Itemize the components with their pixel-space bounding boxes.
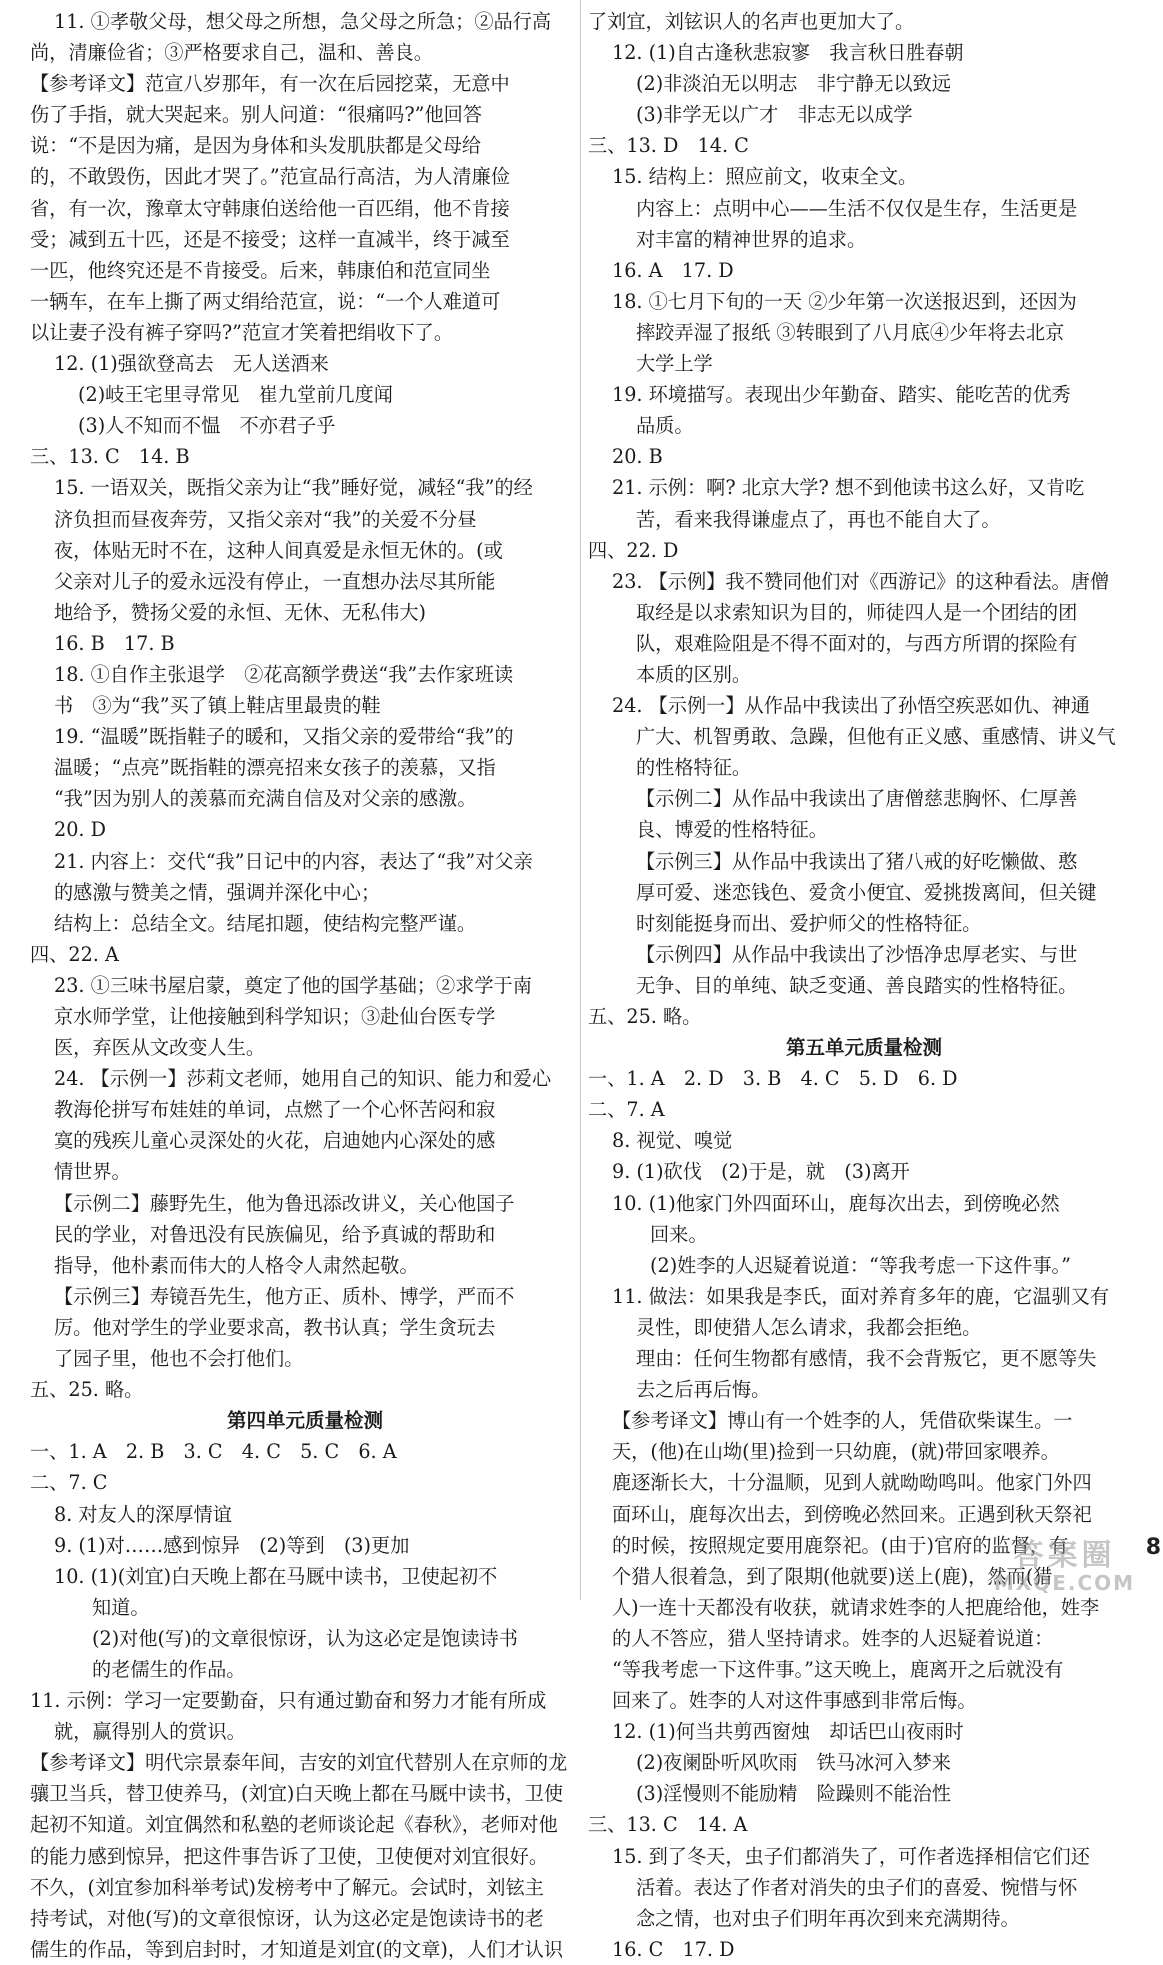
text-line: 寞的残疾儿童心灵深处的火花，启迪她内心深处的感	[54, 1129, 496, 1153]
text-line: (3)人不知而不愠 不亦君子乎	[78, 414, 336, 438]
text-line: 省，有一次，豫章太守韩康伯送给他一百匹绢，他不肯接	[30, 196, 510, 220]
text-line: 一、1. A 2. D 3. B 4. C 5. D 6. D	[588, 1067, 958, 1091]
text-line: 大学上学	[636, 352, 713, 376]
text-line: 8. 视觉、嗅觉	[612, 1129, 733, 1153]
text-line: 回来。	[650, 1222, 708, 1246]
text-line: 【示例二】藤野先生，他为鲁迅添改讲义，关心他国子	[54, 1191, 515, 1215]
text-line: 24. 【示例一】从作品中我读出了孙悟空疾恶如仇、神通	[612, 694, 1090, 718]
text-line: 【示例三】寿镜吾先生，他方正、质朴、博学，严而不	[54, 1284, 515, 1308]
text-line: 23. 【示例】我不赞同他们对《西游记》的这种看法。唐僧	[612, 569, 1110, 593]
text-line: 10. (1)(刘宜)白天晚上都在马厩中读书，卫使起初不	[54, 1564, 498, 1588]
text-line: 队，艰难险阻是不得不面对的，与西方所谓的探险有	[636, 631, 1078, 655]
text-line: 一辆车，在车上撕了两丈绢给范宣，说：“一个人难道可	[30, 289, 501, 313]
text-line: 【参考译文】博山有一个姓李的人，凭借砍柴谋生。一	[612, 1409, 1073, 1433]
text-line: 19. 环境描写。表现出少年勤奋、踏实、能吃苦的优秀	[612, 383, 1071, 407]
text-line: 天，(他)在山坳(里)捡到一只幼鹿，(就)带回家喂养。	[612, 1440, 1060, 1464]
text-line: 以让妻子没有裤子穿吗?”范宣才笑着把绢收下了。	[30, 320, 454, 344]
text-line: 内容上：点明中心——生活不仅仅是生存，生活更是	[636, 196, 1078, 220]
text-line: 20. D	[54, 818, 106, 842]
text-line: 16. A 17. D	[612, 258, 734, 282]
text-line: 时刻能挺身而出、爱护师父的性格特征。	[636, 911, 982, 935]
text-line: (2)夜阑卧听风吹雨 铁马冰河入梦来	[636, 1751, 951, 1775]
text-line: 16. C 17. D	[612, 1937, 735, 1961]
text-line: 【示例三】从作品中我读出了猪八戒的好吃懒做、憨	[636, 849, 1078, 873]
text-line: 【示例二】从作品中我读出了唐僧慈悲胸怀、仁厚善	[636, 787, 1078, 811]
text-line: “等我考虑一下这件事。”这天晚上，鹿离开之后就没有	[612, 1657, 1064, 1681]
text-line: 个猎人很着急，到了限期(他就要)送上(鹿)，然而(猎	[612, 1564, 1053, 1588]
text-line: 的，不敢毁伤，因此才哭了。”范宣品行高洁，为人清廉俭	[30, 165, 510, 189]
text-line: 11. 做法：如果我是李氏，面对养育多年的鹿，它温驯又有	[612, 1284, 1110, 1308]
text-line: 京水师学堂，让他接触到科学知识；③赴仙台医专学	[54, 1005, 496, 1028]
text-line: 了园子里，他也不会打他们。	[54, 1347, 304, 1371]
page-number: 8	[1145, 1535, 1161, 1560]
text-line: 厉。他对学生的学业要求高，教书认真；学生贪玩去	[54, 1315, 496, 1339]
text-line: 9. (1)对……感到惊异 (2)等到 (3)更加	[54, 1533, 410, 1557]
text-line: 情世界。	[54, 1160, 131, 1184]
text-line: 品质。	[636, 414, 694, 438]
text-line: 理由：任何生物都有感情，我不会背叛它，更不愿等失	[636, 1347, 1097, 1371]
text-line: 11. 示例：学习一定要勤奋，只有通过勤奋和努力才能有所成	[30, 1689, 547, 1713]
text-line: 21. 示例：啊? 北京大学? 想不到他读书这么好，又肯吃	[612, 476, 1085, 500]
text-line: 广大、机智勇敢、急躁，但他有正义感、重感情、讲义气	[636, 725, 1116, 749]
text-line: 16. B 17. B	[54, 631, 175, 655]
text-line: 9. (1)砍伐 (2)于是，就 (3)离开	[612, 1160, 910, 1184]
text-line: 10. (1)他家门外四面环山，鹿每次出去，到傍晚必然	[612, 1191, 1060, 1215]
right-column	[588, 6, 1140, 1965]
text-line: (2)非淡泊无以明志 非宁静无以致远	[636, 72, 951, 96]
text-line: 12. (1)强欲登高去 无人送酒来	[54, 352, 329, 376]
text-line: 18. ①七月下旬的一天 ②少年第一次送报迟到，还因为	[612, 289, 1077, 313]
text-line: 知道。	[92, 1595, 150, 1619]
text-line: 地给予，赞扬父爱的永恒、无休、无私伟大)	[54, 600, 427, 624]
text-line: 一匹，他终究还是不肯接受。后来，韩康伯和范宣同坐	[30, 258, 491, 282]
section-title: 第五单元质量检测	[785, 1036, 942, 1060]
text-line: 书 ③为“我”买了镇上鞋店里最贵的鞋	[54, 694, 381, 718]
text-line: 24. 【示例一】莎莉文老师，她用自己的知识、能力和爱心	[54, 1067, 552, 1091]
text-line: 人)一连十天都没有收获，就请求姓李的人把鹿给他，姓李	[612, 1595, 1100, 1619]
text-line: (2)岐王宅里寻常见 崔九堂前几度闻	[78, 383, 393, 407]
text-line: 受；减到五十匹，还是不接受；这样一直减半，终于减至	[30, 227, 510, 251]
text-line: 苦，看来我得谦虚点了，再也不能自大了。	[636, 507, 1001, 531]
section-title: 第四单元质量检测	[226, 1409, 383, 1433]
text-line: 厚可爱、迷恋钱色、爱贪小便宜、爱挑拨离间，但关键	[636, 880, 1097, 904]
text-line: 父亲对儿子的爱永远没有停止，一直想办法尽其所能	[54, 569, 496, 593]
text-line: 四、22. A	[30, 942, 119, 966]
text-line: 夜，体贴无时不在，这种人间真爱是永恒无休的。(或	[54, 538, 503, 562]
text-line: 五、25. 略。	[588, 1005, 702, 1028]
text-line: 19. “温暖”既指鞋子的暖和，又指父亲的爱带给“我”的	[54, 725, 514, 749]
text-line: 医，弃医从文改变人生。	[54, 1036, 266, 1060]
text-line: 四、22. D	[588, 538, 679, 562]
text-line: 12. (1)何当共剪西窗烛 却话巴山夜雨时	[612, 1720, 964, 1744]
text-line: 20. B	[612, 445, 663, 469]
text-line: 【示例四】从作品中我读出了沙悟净忠厚老实、与世	[636, 942, 1078, 966]
text-line: 不久，(刘宜参加科举考试)发榜考中了解元。会试时，刘铉主	[30, 1875, 544, 1899]
watermark-top: 答案圈	[1013, 1538, 1116, 1573]
text-line: 骧卫当兵，替卫使养马，(刘宜)白天晚上都在马厩中读书，卫使	[30, 1782, 564, 1806]
text-line: 二、7. C	[30, 1471, 108, 1495]
text-line: 鹿逐渐长大，十分温顺，见到人就呦呦鸣叫。他家门外四	[612, 1471, 1092, 1495]
text-line: 【参考译文】明代宗景泰年间，吉安的刘宜代替别人在京师的龙	[30, 1751, 568, 1775]
text-line: 对丰富的精神世界的追求。	[636, 227, 867, 251]
text-line: 结构上：总结全文。结尾扣题，使结构完整严谨。	[54, 911, 477, 935]
text-line: 活着。表达了作者对消失的虫子们的喜爱、惋惜与怀	[636, 1875, 1078, 1899]
text-line: 8. 对友人的深厚情谊	[54, 1502, 232, 1526]
text-line: 无争、目的单纯、缺乏变通、善良踏实的性格特征。	[636, 973, 1078, 997]
text-line: (3)非学无以广才 非志无以成学	[636, 103, 913, 127]
text-line: 济负担而昼夜奔劳，又指父亲对“我”的关爱不分昼	[54, 507, 477, 531]
text-line: 回来了。姓李的人对这件事感到非常后悔。	[612, 1689, 977, 1713]
text-line: (3)淫慢则不能励精 险躁则不能治性	[636, 1782, 951, 1806]
text-line: 指导，他朴素而伟大的人格令人肃然起敬。	[54, 1253, 419, 1277]
text-line: 持考试，对他(写)的文章很惊讶，认为这必定是饱读诗书的老	[30, 1906, 544, 1930]
text-line: 三、13. D 14. C	[588, 134, 749, 158]
text-line: 尚，清廉俭省；③严格要求自己，温和、善良。	[30, 41, 433, 65]
text-line: 一、1. A 2. B 3. C 4. C 5. C 6. A	[30, 1440, 397, 1464]
text-line: 21. 内容上：交代“我”日记中的内容，表达了“我”对父亲	[54, 849, 533, 873]
column-divider	[580, 0, 581, 1600]
text-line: 的老儒生的作品。	[92, 1657, 246, 1681]
text-line: 起初不知道。刘宜偶然和私塾的老师谈论起《春秋》，老师对他	[30, 1813, 558, 1837]
text-line: (2)姓李的人迟疑着说道：“等我考虑一下这件事。”	[650, 1253, 1071, 1277]
text-line: 本质的区别。	[636, 662, 752, 686]
text-line: 五、25. 略。	[30, 1378, 144, 1402]
text-line: 取经是以求索知识为目的，师徒四人是一个团结的团	[636, 600, 1078, 624]
text-line: 的时候，按照规定要用鹿祭祀。(由于)官府的监督，有	[612, 1533, 1069, 1557]
text-line: 三、13. C 14. B	[30, 445, 190, 469]
text-line: 二、7. A	[588, 1098, 665, 1122]
text-line: 的性格特征。	[636, 756, 752, 780]
text-line: 温暖；“点亮”既指鞋的漂亮招来女孩子的羡慕，又指	[54, 756, 496, 780]
text-line: “我”因为别人的羡慕而充满自信及对父亲的感激。	[54, 787, 477, 811]
text-line: 的人不答应，猎人坚持请求。姓李的人迟疑着说道：	[612, 1626, 1054, 1650]
text-line: 23. ①三味书屋启蒙，奠定了他的国学基础；②求学于南	[54, 973, 532, 997]
text-line: 就，赢得别人的赏识。	[54, 1720, 246, 1744]
text-line: 说：“不是因为痛，是因为身体和头发肌肤都是父母给	[30, 134, 482, 158]
text-line: 18. ①自作主张退学 ②花高额学费送“我”去作家班读	[54, 662, 514, 686]
left-column	[30, 6, 580, 1965]
text-line: 面环山，鹿每次出去，到傍晚必然回来。正遇到秋天祭祀	[612, 1502, 1092, 1526]
watermark-bottom: MXQE.COM	[993, 1571, 1136, 1595]
text-line: 11. ①孝敬父母，想父母之所想，急父母之所急；②品行高	[54, 10, 552, 33]
text-line: 【参考译文】范宣八岁那年，有一次在后园挖菜，无意中	[30, 72, 510, 96]
text-line: 15. 结构上：照应前文，收束全文。	[612, 165, 918, 189]
text-line: 教海伦拼写布娃娃的单词，点燃了一个心怀苦闷和寂	[54, 1098, 496, 1122]
text-line: 的感激与赞美之情，强调并深化中心；	[54, 880, 381, 904]
text-line: (2)对他(写)的文章很惊讶，认为这必定是饱读诗书	[92, 1626, 518, 1650]
text-line: 三、13. C 14. A	[588, 1813, 748, 1837]
text-line: 15. 到了冬天，虫子们都消失了，可作者选择相信它们还	[612, 1844, 1090, 1868]
text-line: 了刘宜，刘铉识人的名声也更加大了。	[588, 10, 915, 33]
text-line: 良、博爱的性格特征。	[636, 818, 828, 842]
text-line: 15. 一语双关，既指父亲为让“我”睡好觉，减轻“我”的经	[54, 476, 533, 500]
text-line: 去之后再后悔。	[636, 1378, 771, 1402]
text-line: 12. (1)自古逢秋悲寂寥 我言秋日胜春朝	[612, 41, 964, 65]
text-line: 灵性，即使猎人怎么请求，我都会拒绝。	[636, 1315, 982, 1339]
text-line: 摔跤弄湿了报纸 ③转眼到了八月底④少年将去北京	[636, 320, 1065, 344]
watermark	[972, 1538, 1157, 1596]
text-line: 的能力感到惊异，把这件事告诉了卫使，卫使便对刘宜很好。	[30, 1844, 549, 1868]
text-line: 儒生的作品，等到启封时，才知道是刘宜(的文章)，人们才认识	[30, 1937, 564, 1961]
text-line: 民的学业，对鲁迅没有民族偏见，给予真诚的帮助和	[54, 1222, 496, 1246]
text-line: 念之情，也对虫子们明年再次到来充满期待。	[636, 1906, 1020, 1930]
text-line: 伤了手指，就大哭起来。别人问道：“很痛吗?”他回答	[30, 103, 483, 127]
